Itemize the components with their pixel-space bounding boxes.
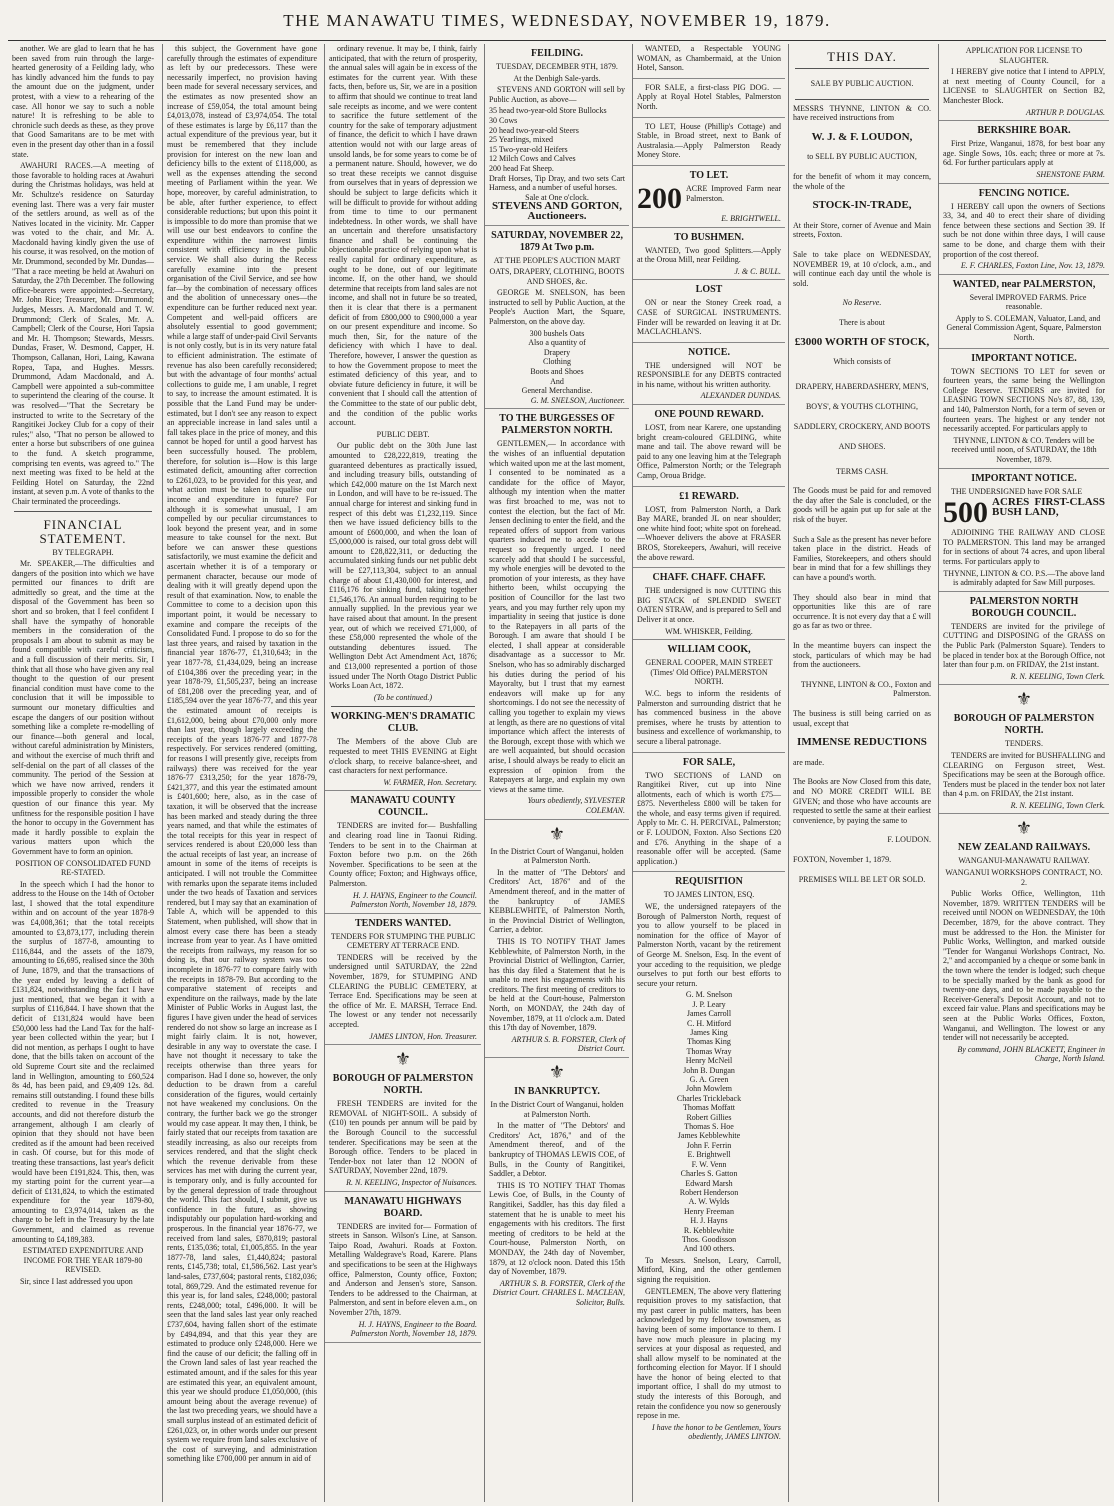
ad-title: IMPORTANT NOTICE. xyxy=(971,472,1077,484)
ad-to-let-farm xyxy=(633,170,785,228)
ad-borough-nightsoil xyxy=(325,1073,481,1191)
ad-pig-dog xyxy=(633,83,785,118)
ad-text: The Members of the above Club are requested to meet THIS EVENING at Eight o'clock sharp, to receive balance-sheet, and cast characters for next performance. xyxy=(329,737,477,776)
list-item: G. M. Snelson xyxy=(685,990,733,1000)
divider xyxy=(795,68,929,69)
ad-signature: I have the honor to be Gentlemen, Yours obediently, JAMES LINTON. xyxy=(651,1422,781,1442)
ad-text: GENTLEMEN,— In accordance with the wishes of an influential deputation which waited upon me at the last moment, I consented to be nominated as a candidate for the office of Mayor, although my intention when the matter was first broached to me, was not to contest the election, but the fact of Mr. Jensen declining to enter the field, and the repeated offers of support from various quarters induced me to accede to the request so frequently urged. I need scarcely add that should I be successful, my whole energies will be devoted to the promotion of your interests, as they have hitherto been, whilst occupying the position of Councillor for the last two years, and you may further rely upon my impartiality in seeing that justice is done to the Ratepayers in all parts of the Borough. I am aware that should I be elected, I shall appear at considerable disadvantage as a successor to Mr. Snelson, who has so admirably discharged his duties during the period of his Mayoralty, but I trust that my earnest endeavors will make up for any shortcomings. I do not see the necessity of calling you together to explain my views at length, as there are no questions of vital importance which affect the interests of the Borough, except those with which we are well acquainted, but should occasion arise, I should always be ready to elicit an expression of opinion from the Ratepayers at large, and explain my own views at the same time. xyxy=(489,439,625,794)
ad-text: In the matter of "The Debtors' and Creditors' Act, 1876" and of the Amendment thereof, and in the matter of the bankruptcy of JAMES KEBBLEWHITE, of Palmerston North, in the Provincial District of Wellington, Carrier, a debtor. xyxy=(489,867,625,935)
ad-signature: H. J. HAYNS, Engineer to the Council. Palmerston North, November 18, 1879. xyxy=(350,890,477,910)
signatory-list xyxy=(637,990,781,1253)
ad-dramatic-club xyxy=(325,711,481,791)
list-item: Clothing xyxy=(542,357,571,367)
ad-text: Public Works Office, Wellington, 11th November, 1879. WRITTEN TENDERS will be received until NOON on WEDNESDAY, the 10th December, 1879, for the above contract. They must be addressed to the Hon. the Minister for Public Works, Wellington, and marked outside "Tender for Wanganui Workshops Contract, No. 2," and accompanied by a cheque or some bank in the town where the tender is lodged; such cheque to be specially marked by the bank as good for twenty-one days, and to be made payable to the Receiver-General's Deposit Account, and not to exceed fair value. Plans and specifications may be seen at the Public Works Offices, Foxton, Wanganui, and Wellington. The lowest or any tender will not necessarily be accepted. xyxy=(943,889,1105,1043)
ad-signature: JAMES LINTON, Hon. Treasurer. xyxy=(369,1031,477,1041)
divider xyxy=(795,99,929,100)
ad-subtitle: TENDERS. xyxy=(1005,739,1043,749)
ad-signature: F. LOUDON. xyxy=(887,835,931,845)
article-subhead: PUBLIC DEBT. xyxy=(376,429,430,439)
ad-title: WILLIAM COOK, xyxy=(667,644,751,656)
ad-notice-debts xyxy=(633,347,785,405)
ad-title: CHAFF. CHAFF. CHAFF. xyxy=(652,572,766,584)
ad-text: WANTED, a Respectable YOUNG WOMAN, as Chambermaid, at the Union Hotel, Sanson. xyxy=(637,44,781,73)
ad-subtitle: AT THE PEOPLE'S AUCTION MART xyxy=(493,255,621,265)
ad-title: ONE POUND REWARD. xyxy=(654,409,764,421)
article-heading: FINANCIAL STATEMENT. xyxy=(39,516,127,546)
ad-cooper xyxy=(633,644,785,752)
ad-text: In the meantime buyers can inspect the stock, particulars of which may be had from the auctioneers. xyxy=(793,641,931,670)
ad-pound-reward xyxy=(633,409,785,487)
ad-text: WE, the undersigned ratepayers of the Borough of Palmerston North, request of you to allow yourself to be placed in nomination for the office of Mayor of Palmerston North, vacant by the retirement of George M. Snelson, Esq. In the event of your acceding to the requisition, we pledge ourselves to put forth our best efforts to secure your return. xyxy=(637,902,781,988)
ad-text: THE UNDERSIGNED have FOR SALE xyxy=(951,486,1083,496)
ad-title: LOST xyxy=(695,284,723,296)
ad-text: FOR SALE, a first-class PIG DOG. —Apply at Royal Hotel Stables, Palmerston North. xyxy=(637,82,781,111)
crest-icon: ⚜ xyxy=(548,1062,566,1083)
list-item: H. J. Hayns xyxy=(690,1216,728,1226)
ad-text: At their Store, corner of Avenue and Main streets, Foxton. xyxy=(793,220,931,240)
ad-borough-bushfalling xyxy=(939,713,1109,814)
ad-signature: ARTHUR S. B. FORSTER, Clerk of District Court. xyxy=(511,1034,625,1054)
list-item: 15 Two-year-old Heifers xyxy=(489,144,568,154)
ad-signature: THYNNE, LINTON & CO. P.S.—The above land is admirably adapted for Saw Mill purposes. xyxy=(943,568,1105,588)
list-item: John Mowlem xyxy=(686,1084,732,1094)
ad-signature: G. M. SNELSON, Auctioneer. xyxy=(530,395,625,405)
ad-text: No Reserve. xyxy=(842,298,882,308)
masthead-rule xyxy=(8,40,1106,41)
crest-icon: ⚜ xyxy=(1015,689,1033,710)
list-item: G. A. Green xyxy=(689,1075,729,1085)
ad-highways-board xyxy=(325,1196,481,1343)
ad-text: PREMISES WILL BE LET OR SOLD. xyxy=(798,874,926,884)
list-item: Charles S. Gatton xyxy=(680,1169,738,1179)
ad-title: NEW ZEALAND RAILWAYS. xyxy=(957,842,1091,854)
ad-title: TENDERS WANTED. xyxy=(355,917,451,929)
list-item: James Kebblewhite xyxy=(677,1131,741,1141)
ad-text: to SELL BY PUBLIC AUCTION, xyxy=(807,152,917,162)
ad-text: Such a Sale as the present has never before taken place in the district. Heads of Families, Storekeepers, and others should bear in mind that for a few shillings they can have a pound's worth. xyxy=(793,534,931,583)
ad-signature: Yours obediently, SYLVESTER COLEMAN. xyxy=(527,796,625,815)
list-item: Thomas Moffatt xyxy=(682,1103,736,1113)
article-paragraph: In the speech which I had the honor to address to the House on the 14th of October last, I showed that the total expenditure within and on account of the year 1878-9 was £4,008,361; that the total receipts amounted to £3,873,177, including therein the surplus of 1877-8, amounting to £116,844, and the assets of the 1879, amounting to £6,695, realised since the 30th of June, 1879, and that the transactions of the year ended by leaving a deficit of £131,824, notwithstanding the fact I have just mentioned, that we began it with a surplus of £116,844. I have shown that the deficit of £131,824 would have been £50,000 less had the Land Tax for the half-year been collected within the year; but I did not mention, as perhaps I ought to have done, that the bills taken on account of the old Supreme Court site and the reclaimed land in Wellington, amounting to £60,524 8s 4d, has been paid, and £9,409 12s. 8d. remains still outstanding. I found these bills credited to revenue in the Treasury accounts, and did not therefore disturb the arrangement, although I am clearly of opinion that they should not have been credited as if the amount had been received in cash. Of course, but for this mode of treating these transactions, last year's deficit would have been £191,824. This, then, was my starting point for the current year—a deficit of £131,824, to which the estimated expenditure for the year 1879-80, amounting to £3,974,014, taken as the charge to be left in the Treasury by the late Government, and claimed as revenue amounting to £4,189,383. xyxy=(12,879,154,1244)
list-item: Charles Trickleback xyxy=(676,1093,742,1103)
ad-title: FENCING NOTICE. xyxy=(978,187,1070,199)
list-item: And xyxy=(550,376,564,386)
acres-number: 500 xyxy=(943,498,988,529)
ad-text: W.C. begs to inform the residents of Palmerston and surrounding district that he has commenced business in the above premises, where he trusts by attention to business and excellence of workmanship, to secure a liberal patronage. xyxy=(637,688,781,746)
newspaper-columns xyxy=(8,44,1108,1502)
ad-text: GENTLEMEN, The above very flattering requisition proves to my satisfaction, that my past career in public matters, has been acknowledged by my fellow townsmen, as having been of some importance to them. I have now much pleasure in placing my services at your disposal as requested, and shall allow myself to be nominated at the forthcoming election for Mayor. If I should have the honor of being elected to that important office, I shall do my utmost to study the interests of this Borough, and retain the confidence you now so generously repose in me. xyxy=(637,1286,781,1421)
ad-subtitle: TO JAMES LINTON, ESQ. xyxy=(663,890,755,900)
ad-place: At the Denbigh Sale-yards. xyxy=(513,73,601,83)
ad-wanted-farms xyxy=(939,279,1109,349)
list-item: F. W. Venn xyxy=(691,1159,727,1169)
list-item: Edward Marsh xyxy=(685,1178,733,1188)
article-paragraph: AWAHURI RACES.—A meeting of those favorable to holding races at Awahuri during the Christmas holidays, was held at Mr. Schultze's residence on Saturday evening last. There was a very fair muster of the settlers around, as well as of the Natives located in the vicinity. Mr. Capper was voted to the chair, and Mr. A. Macdonald having kindly given the use of his course, it was resolved, on the motion of Mr. Drummond, seconded by Mr. Dundas— "That a race meeting be held at Awahuri on Saturday, the 27th December. The following office-bearers were appointed:—Secretary, Mr. John Rice; Treasurer, Mr. Drummond; Judges, Messrs. A. Macdonald and T. W. Drummond; Clerk of Scales, Mr. A. Campbell; Clerk of the Course, Hori Tapsia and Mr. H. Thompson; Stewards, Messrs. Dundas, Fraser, W. Desmond, Capper, H. Thompson, Callanan, Hori, Laing, Kawana Ropea, Tapa, and Hughes. Messrs. Drummond, Adam Macdonald, and A. Campbell were appointed a sub-committee to superintend the clearing of the course. It was resolved—"That the Secretary be instructed to write to the Secretary of the Rangitikei Jockey Club for a copy of their rules;" also, "That no person be allowed to enter a horse but subscribers of one guinea to the fund. A sketch programme, comprising ten events, was agreed to." The next meeting was fixed to be held at the Feilding Hotel on Saturday, the 22nd instant, at seven p.m. A vote of thanks to the Chair terminated the proceedings. xyxy=(12,161,154,506)
ad-subtitle: GENERAL COOPER, MAIN STREET (Times' Old Office) PALMERSTON NORTH. xyxy=(645,658,773,687)
ad-body xyxy=(637,184,781,214)
ad-text: THIS IS TO NOTIFY THAT James Kebblewhite, of Palmerston North, in the Provincial District of Wellington, Carrier, has this day filed a Statement that he is unable to meet his engagements with his creditors. The first meeting of creditors to be held at the Court-house, Palmerston North, on MONDAY, the 24th day of November, 1879, at 11 o'clock a.m. Dated this 17th day of November, 1879. xyxy=(489,936,625,1033)
column-1 xyxy=(8,44,158,1502)
ad-text: TENDERS are invited for— Formation of streets in Sanson. Wilson's Line, at Sanson. Taipo Road, Awahuri. Roads at Foxton. Metalling Waldegrave's Road, Karere. Plans and specifications to be seen at the Highways office, Palmerston, County office, Foxton; and Anderson and Jensen's store, Sanson. Tenders to be addressed to the Chairman, at Palmerston, and sent in before eleven a.m., on November 27th, 1879. xyxy=(329,1221,477,1317)
ad-text: I HEREBY call upon the owners of Sections 33, 34, and 40 to erect their share of dividing fence between these sections and Section 39. If such be not done within three days, I will cause same to be done, and charge them with their proportion of the cost thereof. xyxy=(943,201,1105,259)
ad-title: TO BUSHMEN. xyxy=(674,231,744,243)
ad-highlight: £3000 WORTH OF STOCK, xyxy=(794,335,930,348)
ad-signature: W. FARMER, Hon. Secretary. xyxy=(383,777,477,787)
list-item: Thos. Goodisson xyxy=(681,1234,737,1244)
ad-wanted-woman xyxy=(633,44,785,79)
ad-signature: WM. WHISKER, Feilding. xyxy=(665,626,753,636)
stock-list xyxy=(489,106,625,192)
ad-subtitle: WANGANUI WORKSHOPS CONTRACT, NO. 2. xyxy=(945,868,1103,887)
ad-subtitle: In the District Court of Wanganui, holden at Palmerston North. xyxy=(490,1100,624,1119)
ad-text: ACRE Improved Farm near Palmerston. xyxy=(686,183,781,203)
ad-title: BERKSHIRE BOAR. xyxy=(977,125,1071,137)
list-item: John B. Dungan xyxy=(683,1065,735,1075)
ad-title: WANTED, near PALMERSTON, xyxy=(952,278,1096,290)
column-7 xyxy=(938,44,1109,1502)
ad-text: TENDERS are invited for the privilege of CUTTING and DISPOSING of the GRASS on the Public Park (Palmerston Square). Tenders to be placed in tender box at the Borough Office, not later than four p.m. on FRIDAY, the 21st instant. xyxy=(943,621,1105,670)
ad-title: BOROUGH OF PALMERSTON NORTH. xyxy=(953,713,1095,737)
ad-bush-land xyxy=(939,473,1109,592)
ad-county-council xyxy=(325,795,481,913)
ad-subtitle: WANGANUI-MANAWATU RAILWAY. xyxy=(958,856,1090,866)
ad-text: TENDERS will be received by the undersigned until SATURDAY, the 22nd November, 1879, for STUMPING AND CLEARING the PUBLIC CEMETERY, at Terrace End. Specifications may be seen at the office of Mr. E. MARSH, Terrace End. The lowest or any tender not necessarily accepted. xyxy=(329,952,477,1030)
ad-subtitle: SALE BY PUBLIC AUCTION. xyxy=(810,79,914,88)
ad-title: APPLICATION FOR LICENSE TO SLAUGHTER. xyxy=(965,46,1083,65)
ad-auction-mart xyxy=(485,230,629,410)
ad-boar xyxy=(939,125,1109,183)
column-4 xyxy=(484,44,629,1502)
ad-signature: J. & C. BULL. xyxy=(734,266,781,276)
continued-note: (To be continued.) xyxy=(373,692,433,702)
ad-requisition xyxy=(633,876,785,1442)
list-item: 200 head Fat Sheep. xyxy=(489,163,554,173)
ad-text: TENDERS are invited for— Bushfalling and clearing road line in Taonui Riding. Tenders to be sent in to the Chairman at Foxton before two p.m. on the 26th November. Specifications to be seen at the County office; Foxton; and Highways office, Palmerston. xyxy=(329,821,477,888)
list-item: A. W. Wylds xyxy=(688,1197,730,1207)
ad-mare-reward xyxy=(633,491,785,569)
ad-title: PALMERSTON NORTH BOROUGH COUNCIL. xyxy=(969,595,1079,619)
list-item: Drapery xyxy=(543,347,571,357)
ad-lost-case xyxy=(633,284,785,342)
ad-title: IMPORTANT NOTICE. xyxy=(971,352,1077,364)
ad-signature: SHENSTONE FARM. xyxy=(1036,169,1105,179)
ad-text: MESSRS THYNNE, LINTON & CO. have received instructions from xyxy=(793,103,931,123)
list-item: James King xyxy=(690,1028,728,1037)
article-paragraph: another. We are glad to learn that he has been saved from ruin through the large-hearted generosity of a Feilding lady, who has kindly advanced him the funds to pay the amount due on the judgment, under protest, with a view to a rehearing of the case. All honor we say to such a noble nature! It is refreshing to be able to chronicle such deeds as these, as they prove that Good Samaritans are to be met with even in the present day other than in a fossil state. xyxy=(12,44,154,159)
ad-text: FOXTON, November 1, 1879. xyxy=(793,854,892,864)
ad-signature: By command, JOHN BLACKETT, Engineer in Charge, North Island. xyxy=(957,1044,1105,1064)
ad-title: MANAWATU COUNTY COUNCIL. xyxy=(350,795,456,819)
ad-text: They should also bear in mind that opportunities like this are of rare occurrence. It is not every day that a £ will go as far as two or three. xyxy=(793,592,931,631)
ad-text: TWO SECTIONS of LAND on Rangitikei River, cut up into Nine allotments, each of which is worth £75—£875. Nevertheless £800 will be taken for the whole, and easy terms given if required. Apply to Mr. C. H. PERCIVAL, Palmerston; or F. LOUDON, Foxton. Also Sections £20 and £76. Anything in the shape of a reasonable offer will be accepted. (Same application.) xyxy=(637,770,781,866)
article-subhead: ESTIMATED EXPENDITURE AND INCOME FOR THE YEAR 1879-80 REVISED. xyxy=(22,1246,144,1275)
list-item: 35 head two-year-old Store Bullocks xyxy=(489,106,607,116)
ad-tenders-cemetery xyxy=(325,918,481,1046)
list-item: James Carroll xyxy=(686,1009,732,1019)
ad-highlight: STOCK-IN-TRADE, xyxy=(812,199,912,212)
ad-text: ACRES FIRST-CLASS BUSH LAND, xyxy=(992,498,1105,518)
ad-text: FRESH TENDERS are invited for the REMOVAL of NIGHT-SOIL. A subsidy of (£10) ten pounds per annum will be paid by the Borough Council to the successful tenderer. Specifications may be seen at the Borough office. Tenders to be placed in Tender-box not later than 12 NOON of SATURDAY, November 22nd, 1879. xyxy=(329,1099,477,1176)
ad-title: WORKING-MEN'S DRAMATIC CLUB. xyxy=(330,711,476,735)
list-item: Thomas Wray xyxy=(686,1046,732,1056)
ad-title: FEILDING. xyxy=(531,48,583,59)
list-item: Thomas King xyxy=(687,1037,731,1047)
list-item: Henry Freeman xyxy=(684,1206,734,1216)
ad-text: THIS IS TO NOTIFY THAT Thomas Lewis Coe, of Bulls, in the County of Rangitikei, Saddler, has this day filed a statement that he is unable to meet his engagements with his creditors. The first meeting of creditors to be held at the Court-house, Palmerston North, on MONDAY, the 24th day of November, 1879, at 12 o'clock noon. Dated this 15th day of November, 1879. xyxy=(489,1180,625,1277)
ad-sale-time: Sale at One o'clock. xyxy=(525,192,589,202)
ad-signature: R. N. KEELING, Town Clerk. xyxy=(1010,800,1105,810)
ad-signature: E. BRIGHTWELL. xyxy=(721,213,781,223)
list-item: And 100 others. xyxy=(683,1244,735,1254)
ad-text: Which consists of xyxy=(833,357,891,367)
list-item: Henry McNeil xyxy=(685,1056,733,1066)
list-item: 12 Milch Cows and Calves xyxy=(489,154,576,164)
ad-to-let-house xyxy=(633,122,785,166)
ad-signature: ARTHUR P. DOUGLAS. xyxy=(1026,107,1105,117)
ad-date: TUESDAY, DECEMBER 9TH, 1879. xyxy=(496,62,618,71)
ad-burgesses-letter xyxy=(485,413,629,819)
article-paragraph: Mr. SPEAKER,—The difficulties and dangers of the position into which we have permitted our finances to drift are admittedly so great, and the time at the disposal of the Government has been so short and so broken, that I feel confident I shall have the sympathy of honorable members in the consideration of the proposals I am about to submit as may be found compatible with careful criticism, and a full discussion of their merits. Sir, I think that all those who have given any real thought to the question of our present financial condition must have come to the conclusion that it will be impossible to surmount our monetary difficulties and escape the dangers of our position without something like a complete re-modelling of our finance—both general and local, without careful administration by Ministers, and without the exercise of much thrift and self-denial on the part of all classes of the community. The period of the Session at which we have now arrived, renders it impossible properly to consider the whole question of our finance this year. My unfitness for the responsible position I have the honor to occupy in the Government has made it hardly possible to explain the various matters upon which the Government have to form an opinion. xyxy=(12,559,154,856)
ad-text: WANTED, Two good Splitters.—Apply at the Oroua Mill, near Feilding. xyxy=(637,245,781,265)
ad-signature: THYNNE, LINTON & CO., Foxton and Palmerston. xyxy=(800,679,931,699)
ad-client: W. J. & F. LOUDON, xyxy=(811,130,913,143)
ad-text: THE undersigned will NOT be RESPONSIBLE for any DEBTS contracted in his name, without his written authority. xyxy=(637,360,781,389)
list-item: R. Kebblewhite xyxy=(683,1225,735,1235)
ad-text: are made. xyxy=(793,757,825,767)
ad-title: MANAWATU HIGHWAYS BOARD. xyxy=(344,1195,462,1219)
ad-subtitle: In the District Court of Wanganui, holden at Palmerston North. xyxy=(490,846,624,866)
ad-court-notice-2 xyxy=(485,1086,629,1307)
ad-subtitle: OATS, DRAPERY, CLOTHING, BOOTS AND SHOES, &c. xyxy=(489,267,625,286)
ad-title: TO THE BURGESSES OF PALMERSTON NORTH. xyxy=(499,413,615,437)
ad-text: Several IMPROVED FARMS. Price reasonable. xyxy=(969,292,1087,312)
list-item: Also a quantity of xyxy=(528,338,586,348)
ad-title: TO LET. xyxy=(689,169,729,181)
ad-text: TENDERS are invited for BUSHFALLING and CLEARING on Ferguson street, West. Specifications may be seen at the Borough office. Tenders must be placed in the tender box not later than 4 p.m. on FRIDAY, the 21st instant. xyxy=(943,750,1105,799)
list-item: Draft Horses, Tip Dray, and two sets Cart Harness, and a number of useful horses. xyxy=(489,173,625,193)
ad-text: STEVENS AND GORTON will sell by Public Auction, as above— xyxy=(489,85,625,104)
column-2 xyxy=(162,44,321,1502)
ad-text: LOST, from Palmerston North, a Dark Bay MARE, branded JL on near shoulder; one white hind foot; white spot on forehead.—Whoever delivers the above at FRASER BROS, Storekeepers, Awahuri, will receive the above reward. xyxy=(637,504,781,562)
ad-text: To Messrs. Snelson, Leary, Carroll, Mitford, King, and the other gentlemen signing the requisition. xyxy=(637,1255,781,1284)
list-item: 20 head two-year-old Steers xyxy=(489,125,579,135)
ad-railways xyxy=(939,842,1109,1063)
ad-feilding-sale xyxy=(485,48,629,226)
ad-signature: ALEXANDER DUNDAS. xyxy=(700,391,781,401)
ad-text: First Prize, Wanganui, 1878, for best boar any age. Single Sows, 10s. each; three or more at 7s. 6d. For further particulars apply at xyxy=(943,139,1105,168)
ad-text: TO LET, House (Phillip's Cottage) and Stable, in Broad street, next to Bank of Australasia.—Apply Palmerston Ready Money Store. xyxy=(637,121,781,160)
list-item: 300 bushels Oats xyxy=(529,328,585,338)
ad-text: for the benefit of whom it may concern, the whole of the xyxy=(793,171,931,191)
ad-title: NOTICE. xyxy=(688,346,730,358)
column-5 xyxy=(632,44,785,1502)
ad-signature: H. J. HAYNS, Engineer to the Board. Palmerston North, November 18, 1879. xyxy=(350,1319,477,1339)
ad-signature: STEVENS AND GORTON, Auctioneers. xyxy=(492,200,622,222)
ad-text: GEORGE M. SNELSON, has been instructed to sell by Public Auction, at the People's Auction Mart, the Square, Palmerston, on the above day. xyxy=(489,288,625,327)
article-paragraph: Sir, since I last addressed you upon xyxy=(20,1277,133,1287)
ad-signature: E. F. CHARLES, Foxton Line, Nov. 13, 1879. xyxy=(960,261,1105,271)
column-6 xyxy=(788,44,935,1502)
ad-title: £1 REWARD. xyxy=(679,490,739,502)
list-item: 30 Cows xyxy=(489,115,518,125)
ad-bushmen xyxy=(633,232,785,281)
ad-title: REQUISITION xyxy=(675,876,743,888)
article-subhead: POSITION OF CONSOLIDATED FUND RE-STATED. xyxy=(15,858,151,878)
ad-fencing xyxy=(939,188,1109,275)
ad-title: BOROUGH OF PALMERSTON NORTH. xyxy=(332,1073,474,1097)
ad-chaff xyxy=(633,572,785,640)
list-item: General Merchandise. xyxy=(521,386,593,396)
ad-text: Apply to S. COLEMAN, Valuator, Land, and General Commission Agent, Square, Palmerston North. xyxy=(946,313,1102,343)
ad-text: TERMS CASH. xyxy=(835,466,888,476)
ad-text: There is about xyxy=(839,317,885,327)
ad-text: DRAPERY, HABERDASHERY, MEN'S, BOYS', & YOUTHS CLOTHING, SADDLERY, CROCKERY, AND BOOTS AND SHOES. xyxy=(793,381,931,451)
ad-text: TOWN SECTIONS TO LET for seven or fourteen years, the same being the Wellington College Reserve. TENDERS are invited for LEASING TOWN SECTIONS No's 87, 88, 139, and 140, Palmerston North, for a term of seven or fourteen years. The highest or any tender not necessarily accepted. For particulars apply to xyxy=(943,366,1105,434)
ad-text: In the matter of "The Debtors' and Creditors' Act, 1876," and of the Amendment thereof, and of the bankruptcy of THOMAS LEWIS COE, of Bulls, in the County of Rangitikei, Saddler, a Debtor. xyxy=(489,1121,625,1179)
divider xyxy=(14,511,152,512)
ad-text: I HEREBY give notice that I intend to APPLY, at next meeting of County Council, for a LICENSE to SLAUGHTER on Section B2, Manchester Block. xyxy=(943,67,1105,105)
ad-text: The business is still being carried on as usual, except that xyxy=(793,708,931,728)
ad-signature: R. N. KEELING, Town Clerk. xyxy=(1010,671,1105,681)
list-item: Robert Gillies xyxy=(686,1112,732,1122)
list-item: E. Brightwell xyxy=(687,1150,731,1160)
ad-title: THIS DAY. xyxy=(827,49,897,64)
ad-title: FOR SALE, xyxy=(682,756,736,768)
article-byline: BY TELEGRAPH. xyxy=(52,547,114,557)
column-3 xyxy=(324,44,481,1502)
article-paragraph: Our public debt on the 30th June last amounted to £28,222,819, treating the guaranteed debentures as practically issued, and including treasury bills, outstanding of which £42,000 mature on the 1st March next in London, and will have to be re-issued. The annual charge for interest and sinking fund in respect of this debt was £1,232,119. Since then we have issued deficiency bills to the amount of £600,000, and when the loan of £5,000,000 is raised, our total gross debt will amount to £28,822,311, or deducting the accumulated sinking funds our net public debt will be £27,113,304, subject to an annual charge of about £1,430,000 for interest, and £116,176 for sinking fund, taking together £1,546,176. An annual burden requiring to be annually supplied. In the previous year we have raised about that amount. In the present year, out of which we received £71,000, of these £58,000 represented the whole of the outstanding debentures issued. The Wellington Debt Act Amendment Act, 1876; and £13,000 represented a portion of those issued under The North Otago District Public Works Loan Act, 1872. xyxy=(329,441,477,691)
item-list xyxy=(489,329,625,396)
ad-text: The Goods must be paid for and removed the day after the Sale is concluded, or the goods will be again put up for sale at the risk of the buyer. xyxy=(793,486,931,525)
ad-signature: R. N. KEELING, Inspector of Nuisances. xyxy=(346,1177,477,1187)
divider xyxy=(331,706,475,707)
ad-body xyxy=(943,498,1105,528)
ad-for-sale-land xyxy=(633,757,785,873)
list-item: 25 Yearlings, mixed xyxy=(489,135,553,145)
ad-signature: THYNNE, LINTON & CO. Tenders will be received until noon, of SATURDAY, the 18th November, 1879. xyxy=(951,435,1097,464)
ad-text: ADJOINING THE RAILWAY AND CLOSE TO PALMERSTON. This land may be arranged for in sections of about 74 acres, and upon liberal terms. For particulars apply to xyxy=(943,528,1105,566)
ad-signature: ARTHUR S. B. FORSTER, Clerk of the District Court. CHARLES L. MACLEAN, Solicitor, Bulls. xyxy=(492,1278,625,1307)
list-item: Boots and Shoes xyxy=(530,367,584,377)
list-item: J. P. Leary xyxy=(692,999,726,1009)
crest-icon: ⚜ xyxy=(548,823,566,844)
ad-title: SATURDAY, NOVEMBER 22, 1879 At Two p.m. xyxy=(491,229,623,253)
list-item: Thomas S. Hoe xyxy=(684,1122,734,1132)
ad-text: THE undersigned is now CUTTING this BIG STACK of SPLENDID SWEET OATEN STRAW, and is prepared to Sell and Deliver it at once. xyxy=(637,586,781,624)
list-item: C. H. Mitford xyxy=(687,1018,731,1028)
ad-text: LOST, from near Karere, one upstanding bright cream-coloured GELDING, white mane and tail. The above reward will be paid to any one leaving him at the Telegraph Office, Palmerston North; or the Telegraph Camp, Oroua Bridge. xyxy=(637,423,781,481)
article-paragraph: ordinary revenue. It may be, I think, fairly anticipated, that with the return of prosperity, the annual sales will again be in excess of the estimates for the current year. With these facts, then, before us, Sir, we are in a position to affirm that should we continue to treat land sale receipts as income, and we were content to sacrifice the future settlement of the country for the sake of temporary adjustment of finance, the deficit to which I have drawn attention would not with our large areas of unsold lands, be for some years to come be of a permanent nature. Should, however, we do so treat these receipts we cannot disguise from ourselves that in years of depression we should be subject to large deficits which it will be difficult to provide for without adding from time to time to our permanent indebtedness. In other words, we shall have an uncertain and therefore unsatisfactory finance and shall be continuing the objectionable practice of relying upon what is really capital for ordinary expenditure, as ought to be done, out of our legitimate income. If, on the other hand, we should determine that receipts from land sales are not income, and shall not in future be so treated, then it is clear that there is a permanent deficit of from £800,000 to £900,000 a year on our present expenditure and income. So much then, Sir, for the nature of the deficiency with which I have to deal. Therefore, however, I answer the question as to how the Government propose to meet the estimated deficiency of this year, and to obviate future deficiency in future, it will be convenient that I should call the attention of the Committee to the state of our public debt, and the condition of the public works account. xyxy=(329,44,477,428)
ad-text: Sale to take place on WEDNESDAY, NOVEMBER 19, at 10 o'clock, a.m., and will continue each day until the whole is sold. xyxy=(793,249,931,288)
ad-borough-grass xyxy=(939,596,1109,686)
masthead-title: THE MANAWATU TIMES, WEDNESDAY, NOVEMBER 19, 1879. xyxy=(283,11,831,30)
crest-icon: ⚜ xyxy=(1015,818,1033,839)
ad-subtitle: TENDERS FOR STUMPING THE PUBLIC CEMETERY AT TERRACE END. xyxy=(330,931,476,951)
article-paragraph: this subject, the Government have gone carefully through the estimates of expenditure as left by our predecessors. These were necessarily imperfect, no provision having been made for several necessary services, and the estimates as now presented show an increase of £59,054, the total amount being £4,013,078, instead of £3,974,054. The total of these estimates is large by £6,117 than the actual expenditure of the previous year, but it must be remembered that they include provision for interest on the new loan and deficiency bills to the extent of £118,000, as well as the expenses attending the second meeting of Parliament within the year. We hope, moreover, by careful administration, to be able, after further experience, to effect considerable reductions; but upon this point it is impossible to do more than promise that we will use our best endeavors to confine the expenditure within the narrowest limits consistent with efficiency in the public service. We shall also during the Recess carefully examine into the present organisation of the Civil Service, and see how far—by the combination of necessary offices and the abolition of unnecessary ones—the expenditure can be further reduced next year. Competent and well-paid officers are absolutely essential to good government; while a large staff of under-paid Civil Servants is not only costly, but is in its very nature fatal to efficient administration. The estimate of revenue has also been carefully reconsidered; but with the advantage of four months' actual collections to guide me, I am unable, I regret to say, to increase the amount estimated. It is possible that the Land Fund may be under-estimated, but I don't see any reason to expect an appreciable increase in land sales until a fall takes place in the price of money, and this cannot be hoped for until a good harvest has been successfully housed. The problem, therefore, for solution is—How is this large estimated deficit, amounting after correction to £261,023, to be provided for this year, and what action must be taken to equalise our income and expenditure in future? For although it is somewhat unusual, I am compelled by our peculiar circumstances to look beyond the present year, and in some measure to take counsel for the next. But before we can answer these questions satisfactorily, we must examine the deficit and ascertain whether it is of a temporary or permanent character, because our mode of dealing with it will greatly depend upon the result of that examination. Now, to enable the Committee to come to a decision upon this important point, it would be necessary to examine and compare the receipts of the Consolidated Fund. I propose to do so for the last three years, and raised by taxation in the financial year 1876-77, £1,310,643; in the year 1877-78, £1,434,029, being an increase of £104,386 over the preceding year; in the year 1878-79, £1,505,237, being an increase of £81,208 over the preceding year, and of £185,594 over the year 1876-77, and this year the estimated amount of receipts is £1,612,000, being about £70,000 only more than last year, though largely exceeding the receipts of the years 1876-77 and 1877-78 respectively. For services rendered (omitting, for reasons I will presently give, receipts from railways) there was received for the year 1876-77 £313,250; for the year 1878-79, £421,377, and this year the estimated amount is £401,600; here, also, as in the case of taxation, it will be observed that the increase has been marked and steady during the three years named, and that while the estimates of the total receipts for this year in respect of services rendered is about £20,000 less than the actual receipts of last year, an increase of amount in some of the items of receipts is anticipated. I will not trouble the Committee with remarks upon the separate items included under the two heads of Taxation and services rendered, but I may say that an examination of Table A, which will be appended to this Statement, when published, will show that in almost every case there has been a steady increase from year to year. As I have omitted the receipts from railways, my reason for so doing is, that our railway system was too incomplete in 1876-77 to compare fairly with the receipts in 1878-79. But according to the comparative statement of receipts and expenditure on the railways, made by the late Minister of Public Works in August last, the figures I have given under the head of services rendered do not show so large an increase as I might fairly claim. It is not, however, desirable in any way to overstate the case. I have not thought it necessary to take the receipts otherwise than three years for comparison. Had I done so, however, the only deduction to be drawn from a careful consideration of the figures, would certainly not have weakened my conclusions. On the contrary, the further back we go the stronger would my case appear. It may then, I think, be fairly stated that our receipts from taxation are steadily increasing, as also our receipts from services rendered, and that the slight check which the revenue derivable from these services has met with during the current year, is temporary only, and is fully accounted for by the general depression of trade throughout the world. This fact should, I submit, give us confidence in the future, as showing indisputably our population hard-working and prosperous. In the financial year 1876-77, we received from land sales, £870,819; pastoral rents, £135,036; total, £1,005,855. In the year 1877-78, land sales, £1,440,824; pastoral rents, £145,738; total, £1,586,562. Last year's land-sales, £737,604; pastoral rents, £182,036; total, 869,729. And the estimated revenue for this year is, for land sales, £248,000; pastoral rents, £248,000; total, £496,000. It will be seen that the land sales last year only reached £737,604, having fallen short of the estimate by £494,894, and that this year they are estimated to produce only £248,000. Here we find the cause of our deficit; the falling off in the Crown land sales of last year reached the estimated amount, and if the sales for this year are estimated this year, an equivalent amount, this year we should produce £1,050,000, (this amount being about the average revenue) of the last two preceding years, we should have a small surplus instead of an estimated deficit of £261,023, or, in other words under our present system we require from land sales exclusive of the cost of surveying, and administration something like £700,000 per annum in aid of xyxy=(167,44,317,1464)
ad-town-sections xyxy=(939,353,1109,469)
ad-court-notice-1 xyxy=(485,847,629,1058)
ad-slaughter-license xyxy=(939,46,1109,121)
crest-icon: ⚜ xyxy=(394,1049,412,1070)
ad-highlight: IMMENSE REDUCTIONS xyxy=(797,736,927,749)
ad-text: The Books are Now Closed from this date, and NO MORE CREDIT WILL BE GIVEN; and those who have accounts are requested to settle the same at their earliest convenience, by paying the same to xyxy=(793,777,931,825)
ad-title: IN BANKRUPTCY. xyxy=(514,1086,600,1098)
list-item: John F. Ferrin xyxy=(686,1140,732,1150)
acres-number: 200 xyxy=(637,183,682,214)
list-item: Robert Henderson xyxy=(679,1187,739,1197)
ad-text: ON or near the Stoney Creek road, a CASE of SURGICAL INSTRUMENTS. Finder will be rewarded on leaving it at Dr. MACLACHLAN'S. xyxy=(637,298,781,337)
